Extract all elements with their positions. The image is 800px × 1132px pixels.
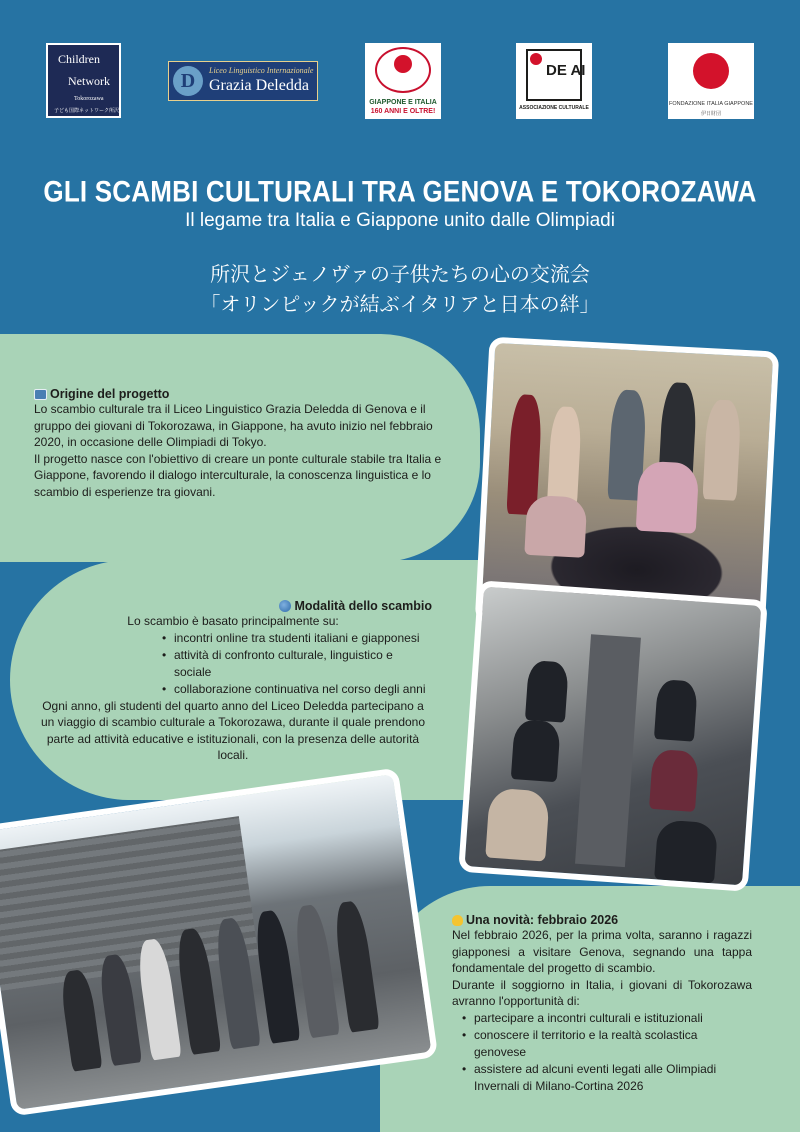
logo-text: Network xyxy=(68,74,110,88)
paragraph: Nel febbraio 2026, per la prima volta, saranno i ragazzi giapponesi a visitare Genova, segnando una tappa fondamentale del progetto di scambio. xyxy=(452,928,752,976)
person-figure xyxy=(636,461,700,534)
book-icon xyxy=(34,389,47,400)
list-item: • assistere ad alcuni eventi legati alle Olimpiadi Invernali di Milano-Cortina 2026 xyxy=(452,1061,752,1095)
section-heading-text: Modalità dello scambio xyxy=(294,599,432,613)
globe-icon xyxy=(279,600,291,612)
list-item: • conoscere il territorio e la realtà scolastica genovese xyxy=(452,1027,752,1061)
deai-logo xyxy=(516,43,592,119)
person-figure xyxy=(547,406,582,507)
page-title: GLI SCAMBI CULTURALI TRA GENOVA E TOKOROZAWA xyxy=(43,173,757,209)
giappone-italia-logo xyxy=(365,43,441,119)
section-heading xyxy=(452,913,752,927)
paragraph: Durante il soggiorno in Italia, i giovani di Tokorozawa avranno l'opportunità di: xyxy=(452,977,752,1009)
list-item: • incontri online tra studenti italiani e giapponesi xyxy=(34,630,432,647)
logo-text: Grazia Deledda xyxy=(209,77,309,94)
section-heading-text: Origine del progetto xyxy=(50,387,170,401)
lightbulb-icon xyxy=(452,915,463,926)
person-figure xyxy=(59,968,103,1071)
list-item: • partecipare a incontri culturali e istituzionali xyxy=(452,1010,752,1027)
section-modalities xyxy=(34,599,432,764)
section-heading-text: Una novità: febbraio 2026 xyxy=(466,913,619,927)
person-figure xyxy=(292,903,340,1038)
logo-text: GIAPPONE E ITALIA xyxy=(369,99,437,106)
list-item: • attività di confronto culturale, linguistico e sociale xyxy=(34,647,432,681)
rising-sun-icon xyxy=(394,55,412,73)
person-figure xyxy=(485,788,550,862)
person-figure xyxy=(654,819,718,883)
japanese-title-line: 所沢とジェノヴァの子供たちの心の交流会 xyxy=(210,262,590,286)
grazia-deledda-logo xyxy=(168,61,318,101)
paragraph: Lo scambio culturale tra il Liceo Linguistico Grazia Deledda di Genova e il gruppo dei giovani di Tokorozawa, in Giappone, ha avuto inizio nel febbraio 2020, in occasione delle Olimpiadi di Tokyo. xyxy=(34,402,433,450)
paragraph: Ogni anno, gli studenti del quarto anno del Liceo Deledda partecipano a un viaggio di scambio culturale a Tokorozawa, durante il quale prendono parte ad attività educative e istituzionali, con la presenza delle autorità locali. xyxy=(40,698,426,763)
person-figure xyxy=(252,909,300,1044)
person-figure xyxy=(649,749,699,812)
fondazione-italia-giappone-logo xyxy=(668,43,754,119)
bullet-list xyxy=(452,1010,752,1095)
logo-initial: D xyxy=(173,66,203,96)
rising-sun-icon xyxy=(530,53,542,65)
japanese-title-line: 「オリンピックが結ぶイタリアと日本の絆」 xyxy=(200,292,600,316)
logo-caption: 伊日財団 xyxy=(700,111,721,117)
bullet-list xyxy=(34,630,432,698)
logo-text: Liceo Linguistico Internazionale xyxy=(209,66,314,75)
table xyxy=(575,634,641,867)
person-figure xyxy=(702,399,741,501)
paragraph: Il progetto nasce con l'obiettivo di creare un ponte culturale stabile tra Italia e Giappone, favorendo il dialogo interculturale, la conoscenza linguistica e lo scambio di esperienze tra giovani. xyxy=(34,451,442,499)
logo-caption: 子ども国際ネットワーク所沢 xyxy=(54,109,120,114)
section-origin xyxy=(34,387,464,501)
red-sun-icon xyxy=(693,53,729,89)
page-subtitle: Il legame tra Italia e Giappone unito dalle Olimpiadi xyxy=(185,210,615,231)
logo-caption: ASSOCIAZIONE CULTURALE xyxy=(519,105,589,111)
logo-bar xyxy=(0,40,800,122)
section-news xyxy=(452,913,752,1095)
person-figure xyxy=(654,679,698,742)
paragraph: Lo scambio è basato principalmente su: xyxy=(127,614,339,628)
logo-caption: FONDAZIONE ITALIA GIAPPONE xyxy=(669,101,753,107)
person-figure xyxy=(332,900,380,1033)
list-item: • collaborazione continuativa nel corso degli anni xyxy=(34,681,432,698)
logo-text: DE AI xyxy=(546,62,586,79)
person-figure xyxy=(511,719,561,782)
section-heading xyxy=(34,599,432,613)
person-figure xyxy=(506,394,542,515)
section-heading xyxy=(34,387,464,401)
logo-text: 160 ANNI E OLTRE! xyxy=(370,108,436,115)
photo-students-dinner xyxy=(458,580,768,892)
photo-group-outdoor xyxy=(0,767,438,1116)
logo-text: Tokorozawa xyxy=(74,96,104,102)
children-network-logo xyxy=(46,43,121,118)
person-figure xyxy=(524,495,587,558)
logo-text: Children xyxy=(58,52,100,66)
person-figure xyxy=(525,660,569,723)
